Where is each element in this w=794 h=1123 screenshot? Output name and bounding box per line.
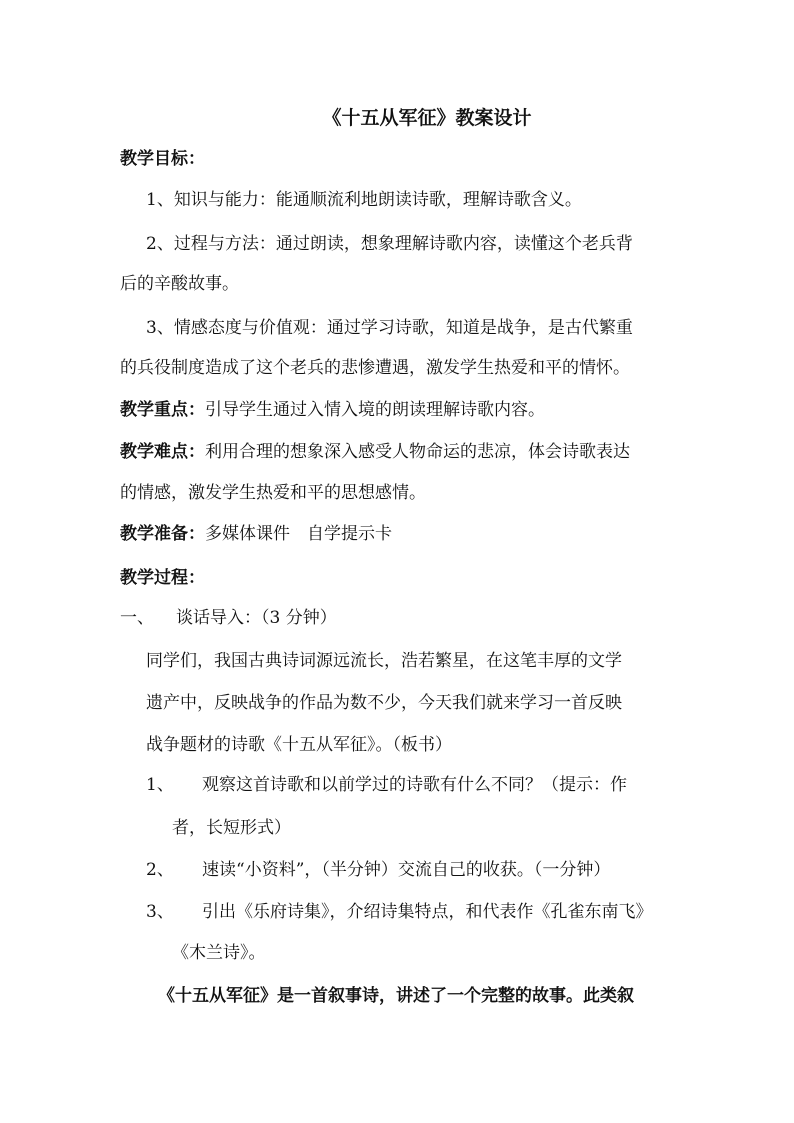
intro-line-3: 战争题材的诗歌《十五从军征》。（板书） xyxy=(146,735,452,755)
objective-item-1: 1、知识与能力：能通顺流利地朗读诗歌，理解诗歌含义。 xyxy=(146,190,582,210)
step-2 xyxy=(146,857,706,883)
objective-item-2-cont: 后的辛酸故事。 xyxy=(120,274,239,294)
key-point xyxy=(120,397,680,423)
document-title: 《十五从军征》教案设计 xyxy=(322,107,532,129)
intro-line-2: 遗产中，反映战争的作品为数不少，今天我们就来学习一首反映 xyxy=(146,693,622,713)
step-1-text: 观察这首诗歌和以前学过的诗歌有什么不同？（提示：作 xyxy=(202,775,627,795)
step-1 xyxy=(146,772,706,798)
step-3-number: 3、 xyxy=(146,902,174,922)
difficulty-cont: 的情感，激发学生热爱和平的思想感情。 xyxy=(120,483,426,503)
key-point-text: 引导学生通过入情入境的朗读理解诗歌内容。 xyxy=(205,400,545,420)
step-3 xyxy=(146,899,706,925)
step-3-text: 引出《乐府诗集》，介绍诗集特点，和代表作《孔雀东南飞》 xyxy=(202,902,653,922)
objective-item-2: 2、过程与方法：通过朗读，想象理解诗歌内容，读懂这个老兵背 xyxy=(146,234,633,254)
section-1-number: 一、 xyxy=(120,608,154,628)
intro-line-1: 同学们，我国古典诗词源远流长，浩若繁星，在这笔丰厚的文学 xyxy=(146,651,622,671)
preparation-label: 教学准备： xyxy=(120,524,205,544)
step-1-cont: 者，长短形式） xyxy=(172,818,291,838)
difficulty-label: 教学难点： xyxy=(120,442,205,462)
objectives-heading: 教学目标： xyxy=(120,149,205,169)
section-1-heading xyxy=(120,605,680,631)
key-point-label: 教学重点： xyxy=(120,400,205,420)
preparation xyxy=(120,521,680,547)
preparation-text: 多媒体课件 自学提示卡 xyxy=(205,524,392,544)
objective-item-3-cont: 的兵役制度造成了这个老兵的悲惨遭遇，激发学生热爱和平的情怀。 xyxy=(120,358,630,378)
objective-item-3: 3、情感态度与价值观：通过学习诗歌，知道是战争，是古代繁重 xyxy=(146,318,633,338)
step-3-cont: 《木兰诗》。 xyxy=(172,943,266,963)
difficulty xyxy=(120,439,680,465)
closing-paragraph: 《十五从军征》是一首叙事诗，讲述了一个完整的故事。此类叙 xyxy=(158,986,634,1006)
section-1-text: 谈话导入：（3 分钟） xyxy=(176,608,337,628)
step-2-text: 速读“小资料”，（半分钟）交流自己的收获。（一分钟） xyxy=(202,860,611,880)
process-heading: 教学过程： xyxy=(120,568,205,588)
step-1-number: 1、 xyxy=(146,775,174,795)
step-2-number: 2、 xyxy=(146,860,174,880)
difficulty-text: 利用合理的想象深入感受人物命运的悲凉，体会诗歌表达 xyxy=(205,442,630,462)
